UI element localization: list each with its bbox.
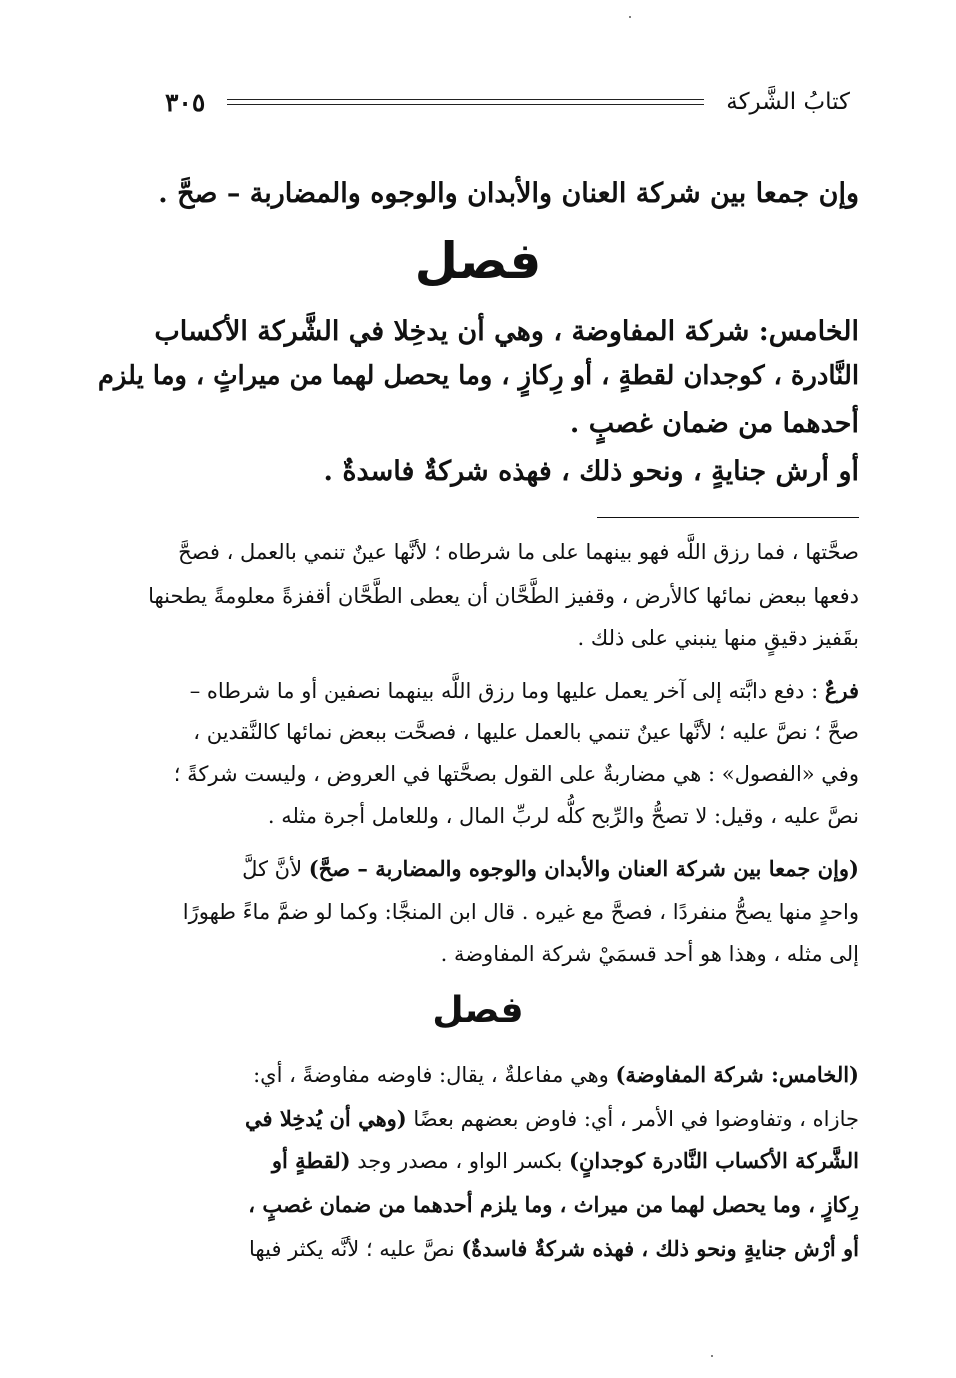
matn-line: أو أرش جنايةٍ ، ونحو ذلك ، فهذه شركةٌ فاسدةٌ .	[323, 456, 859, 487]
commentary-text: لأنَّ كلَّ	[242, 857, 309, 881]
section-heading: فصل	[432, 990, 524, 1031]
commentary-line: إلى مثله ، وهذا هو أحد قسمَيْ شركة المفاوضة .	[440, 942, 859, 966]
commentary-line	[249, 1238, 859, 1260]
branch-label: فرعٌ	[824, 678, 859, 703]
commentary-line: وفي «الفصول» : هي مضاربةٌ على القول بصحَّتها في العروض ، وليست شركةً ؛	[173, 762, 859, 786]
commentary-text: نصَّ عليه ؛ لأنَّه يكثر فيها	[249, 1237, 462, 1261]
quoted-matn: أو أرْش جنايةٍ ونحو ذلك ، فهذه شركةٌ فاسدةٌ)	[461, 1236, 859, 1261]
scan-speck	[711, 1355, 713, 1357]
commentary-line	[272, 1150, 859, 1172]
commentary-line: صحَّ ؛ نصَّ عليه ؛ لأنَّها عينٌ تنمي بالعمل عليها ، فصحَّت ببعض نمائها كالنَّقدين ،	[193, 720, 859, 744]
header-rule	[227, 99, 704, 105]
commentary-line	[253, 1064, 859, 1086]
scan-speck	[629, 16, 631, 18]
commentary-line	[245, 1108, 859, 1130]
commentary-separator	[597, 517, 859, 518]
quoted-matn: الشَّركة الأكساب النَّادرة كوجدانٍ)	[569, 1148, 859, 1173]
matn-line: وإن جمعا بين شركة العنان والأبدان والوجوه والمضاربة – صحَّ .	[158, 178, 859, 209]
quoted-matn: (وإن جمعا بين شركة العنان والأبدان والوجوه والمضاربة – صحَّ)	[308, 856, 859, 881]
page-number: ٣٠٥	[165, 87, 206, 117]
quoted-matn: (لقطةٍ أو	[271, 1148, 351, 1173]
commentary-line: دفعها ببعض نمائها كالأرض ، وقفيز الطَّحَّان أن يعطى الطَّحَّان أقفزةً معلومةً يطحنها	[148, 584, 859, 608]
commentary-line: بقَفيز دقيقٍ منها ينبني على ذلك .	[577, 626, 859, 650]
commentary-text: بكسر الواو ، مصدر وجد	[350, 1149, 570, 1173]
commentary-line	[242, 858, 859, 880]
commentary-line: واحدٍ منها يصحُّ منفردًا ، فصحَّ مع غيره . قال ابن المنجَّا: وكما لو ضمَّ ماءً طهورًا	[182, 900, 859, 924]
matn-line: الخامس: شركة المفاوضة ، وهي أن يدخِلا في الشَّركة الأكساب	[154, 316, 859, 347]
page-header	[165, 82, 850, 122]
section-heading: فصل	[414, 232, 542, 290]
commentary-text: جازاه ، وتفاوضوا في الأمر ، أي: فاوض بعضهم بعضًا	[406, 1107, 859, 1131]
matn-line: النَّادرة ، كوجدان لقطةٍ ، أو رِكازٍ ، وما يحصل لهما من ميراثٍ ، وما يلزم	[97, 361, 859, 391]
commentary-line	[190, 680, 859, 702]
running-title: كتابُ الشَّركة	[726, 89, 850, 115]
quoted-matn: (وهي أن يُدخِلا في	[244, 1106, 407, 1131]
commentary-line: نصَّ عليه ، وقيل: لا تصحُّ والرِّبح كلُّه لربِّ المال ، وللعامل أجرة مثله .	[267, 804, 859, 828]
commentary-line: رِكازٍ ، وما يحصل لهما من ميراث ، وما يلزم أحدهما من ضمان غصبٍ ،	[248, 1192, 859, 1217]
commentary-line: صحَّتها ، فما رزق اللَّه فهو بينهما على ما شرطاه ؛ لأنَّها عينٌ تنمي بالعمل ، فصحَّ	[178, 540, 859, 564]
commentary-text: وهي مفاعلةٌ ، يقال: فاوضه مفاوضةً ، أي:	[253, 1063, 616, 1087]
commentary-text: : دفع دابَّته إلى آخر يعمل عليها وما رزق اللَّه بينهما نصفين أو ما شرطاه –	[189, 679, 825, 703]
quoted-matn: (الخامس: شركة المفاوضة)	[615, 1062, 859, 1087]
matn-line: أحدهما من ضمان غصبٍ .	[569, 408, 859, 439]
